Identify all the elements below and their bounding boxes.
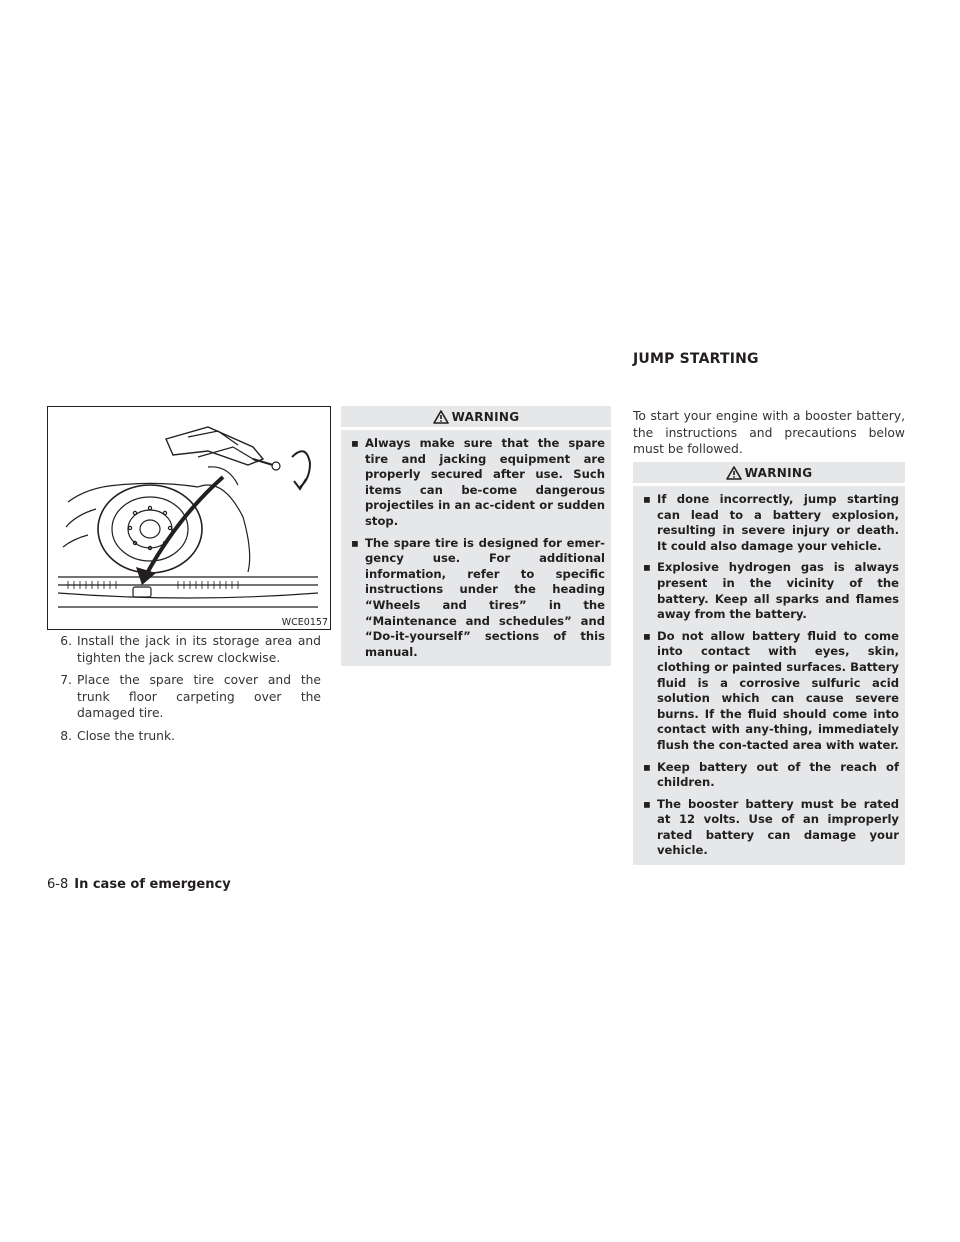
warning-header [341,406,611,427]
warning-item: ▪ Explosive hydrogen gas is always present in the vicinity of the battery. Keep all sparks and flames away from the battery. [643,560,899,622]
section-title: JUMP STARTING [633,351,759,367]
warning-item: ▪ Do not allow battery fluid to come into contact with eyes, skin, clothing or painted surfaces. Battery fluid is a corrosive sulfuric acid solution which can cause severe burns. If the fluid should come into contact with any-thing, immediately flush the con-tacted area with water. [643,628,899,752]
page-footer [47,877,231,892]
intro-paragraph: To start your engine with a booster battery, the instructions and precautions below must be followed. [633,409,905,456]
warning-box-jump-starting [633,462,905,865]
warning-box-spare-tire [341,406,611,666]
warning-item: ▪ The booster battery must be rated at 12 volts. Use of an improperly rated battery can damage your vehicle. [643,796,899,858]
step-item [47,728,321,745]
footer-section-title: In case of emergency [74,877,231,892]
warning-item: ▪ Keep battery out of the reach of children. [643,759,899,790]
step-item [47,672,321,722]
step-number: 7. [60,673,72,687]
warning-title: WARNING [451,409,520,424]
step-number: 8. [60,728,72,743]
warning-item: ▪ The spare tire is designed for emer-gency use. For additional information, refer to specific instructions under the heading “Wheels and tires” in the “Maintenance and schedules” and “Do-it-yourself” sections of this manual. [351,535,605,659]
warning-item: ▪ Always make sure that the spare tire and jacking equipment are properly secured after use. Such items can be-come dangerous projectiles in an ac-cident or sudden stop. [351,436,605,528]
warning-item: ▪ If done incorrectly, jump starting can lead to a battery explosion, resulting in severe injury or death. It could also damage your vehicle. [643,492,899,553]
step-text: Place the spare tire cover and the trunk floor carpeting over the damaged tire. [77,673,321,720]
warning-title: WARNING [744,465,813,480]
spare-tire-jack-illustration [47,406,331,630]
figure-code: WCE0157 [281,617,328,628]
page-number: 6-8 [47,877,69,892]
warning-triangle-icon [726,466,742,480]
step-text: Close the trunk. [77,728,175,743]
warning-list [633,486,905,865]
procedure-steps [47,633,321,750]
jack-storage-drawing [48,407,332,631]
warning-list [341,430,611,666]
warning-header [633,462,905,483]
warning-triangle-icon [433,410,449,424]
step-item [47,633,321,666]
step-text: Install the jack in its storage area and tighten the jack screw clockwise. [77,634,321,665]
step-number: 6. [60,634,72,648]
